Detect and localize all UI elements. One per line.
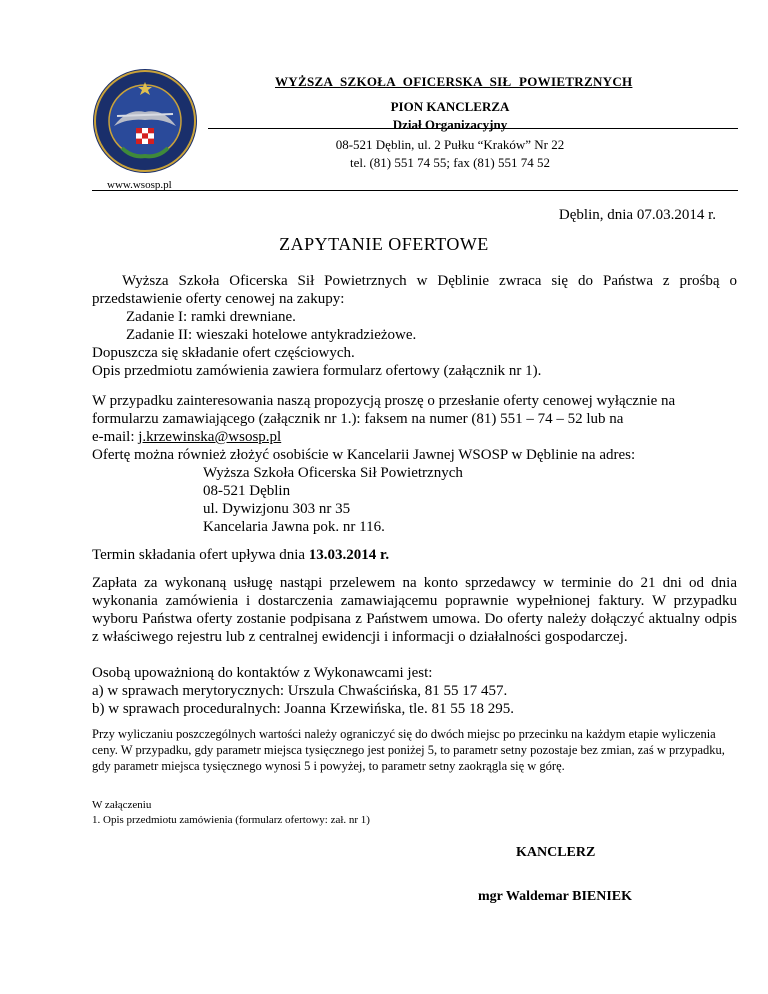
contacts-intro: Osobą upoważnioną do kontaktów z Wykonawcami jest: bbox=[92, 665, 433, 681]
deadline-line bbox=[92, 546, 737, 564]
deadline-date: 13.03.2014 r. bbox=[308, 547, 390, 563]
interest-paragraph: W przypadku zainteresowania naszą propozycją proszę o przesłanie oferty cenowej wyłącznie na formularzu zamawiającego (załącznik nr 1.): faksem na numer (81) 551 – 74 – 52 lub na bbox=[92, 393, 676, 427]
department-pion: PION KANCLERZA bbox=[390, 99, 510, 114]
delivery-address-3: ul. Dywizjonu 303 nr 35 bbox=[203, 501, 351, 517]
email-link[interactable]: j.krzewinska@wsosp.pl bbox=[138, 429, 282, 445]
delivery-address-1: Wyższa Szkoła Oficerska Sił Powietrznych bbox=[203, 465, 463, 481]
website-url: www.wsosp.pl bbox=[107, 179, 172, 191]
payment-paragraph: Zapłata za wykonaną usługę nastąpi przelewem na konto sprzedawcy w terminie do 21 dni od dnia wykonania zamówienia i dostarczenia zamawiającemu poprawnie wypełnionej faktury. W przypadku wyboru Państwa oferty zostanie podpisana z Państwem umowa. Do oferty należy dołączyć aktualny odpis z właściwego rejestru lub z centralnej ewidencji i informacji o działalności gospodarczej. bbox=[92, 575, 737, 645]
header-phone: tel. (81) 551 74 55; fax (81) 551 74 52 bbox=[349, 155, 551, 170]
date-line: Dęblin, dnia 07.03.2014 r. bbox=[558, 207, 716, 223]
delivery-address-4: Kancelaria Jawna pok. nr 116. bbox=[203, 519, 385, 535]
delivery-address-2: 08-521 Dęblin bbox=[203, 483, 291, 499]
email-line bbox=[92, 428, 737, 446]
school-logo bbox=[92, 68, 198, 174]
contact-a: a) w sprawach merytorycznych: Urszula Chwaścińska, 81 55 17 457. bbox=[92, 683, 508, 699]
attachments-heading: W załączeniu bbox=[92, 799, 152, 811]
header-address: 08-521 Dęblin, ul. 2 Pułku “Kraków” Nr 22 bbox=[335, 137, 565, 152]
deadline-text: Termin składania ofert upływa dnia bbox=[92, 547, 309, 563]
email-prefix: e-mail: bbox=[92, 429, 139, 445]
contact-b: b) w sprawach proceduralnych: Joanna Krzewińska, tle. 81 55 18 295. bbox=[92, 701, 514, 717]
partial-offers: Dopuszcza się składanie ofert częściowych. bbox=[92, 345, 355, 361]
department-dzial: Dział Organizacyjny bbox=[392, 117, 508, 132]
school-name: WYŻSZA SZKOŁA OFICERSKA SIŁ POWIETRZNYCH bbox=[275, 74, 633, 89]
document-title: ZAPYTANIE OFERTOWE bbox=[279, 234, 489, 254]
attachment-item-1: 1. Opis przedmiotu zamówienia (formularz ofertowy: zał. nr 1) bbox=[92, 814, 370, 826]
header-divider bbox=[208, 128, 738, 129]
rounding-note: Przy wyliczaniu poszczególnych wartości należy ograniczyć się do dwóch miejsc po przecinku na każdym etapie wyliczenia ceny. W przypadku, gdy parametr miejsca tysięcznego jest poniżej 5, to parametr setny pozostaje bez zmian, zaś w przypadku, gdy parametr miejsca tysięcznego wynosi 5 i powyżej, to parametr setny zaokrągla się w górę. bbox=[92, 727, 725, 773]
personal-delivery: Ofertę można również złożyć osobiście w Kancelarii Jawnej WSOSP w Dęblinie na adres: bbox=[92, 447, 636, 463]
task-2: Zadanie II: wieszaki hotelowe antykradzieżowe. bbox=[126, 327, 417, 343]
header-divider-bottom bbox=[92, 190, 738, 191]
intro-paragraph: Wyższa Szkoła Oficerska Sił Powietrznych w Dęblinie zwraca się do Państwa z prośbą o przedstawienie oferty cenowej na zakupy: bbox=[92, 273, 737, 307]
task-1: Zadanie I: ramki drewniane. bbox=[126, 309, 296, 325]
description-line: Opis przedmiotu zamówienia zawiera formularz ofertowy (załącznik nr 1). bbox=[92, 363, 542, 379]
signature-role: KANCLERZ bbox=[516, 845, 596, 860]
signature-name: mgr Waldemar BIENIEK bbox=[478, 889, 633, 904]
